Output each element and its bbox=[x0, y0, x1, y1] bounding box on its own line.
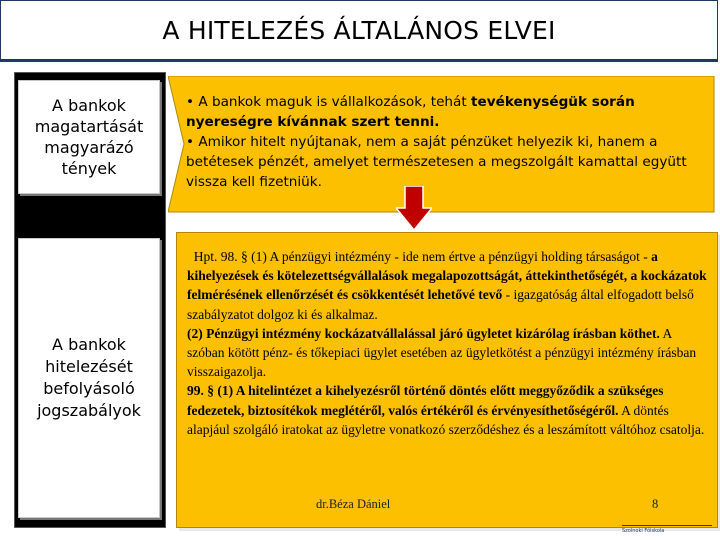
law-p2-a: (2) Pénzügyi intézmény kockázatvállalással járó ügyletet kizárólag írásban köthet. bbox=[187, 325, 660, 341]
footer-author: dr.Béza Dániel bbox=[316, 497, 391, 511]
sidebar-box-laws bbox=[18, 238, 160, 518]
facts-line2: • Amikor hitelt nyújtanak, nem a saját pénzüket helyezik ki, hanem a betétesek pénzét, amelyet természetesen a megszolgált kamattal együtt vissza kell fizetniük. bbox=[186, 134, 687, 190]
law-text bbox=[187, 247, 707, 439]
facts-text bbox=[186, 92, 706, 192]
law-box bbox=[176, 232, 718, 528]
sidebar-box-laws-label: A bankok hitelezését befolyásoló jogszabályok bbox=[37, 335, 141, 420]
facts-line1-bold: tevékenységük során nyereségre kívánnak szert tenni. bbox=[186, 94, 635, 130]
sidebar-box-facts bbox=[18, 80, 160, 194]
down-arrow-icon bbox=[396, 186, 432, 230]
footer-divider bbox=[622, 525, 712, 526]
law-p3-b: A döntés alapjául szolgáló iratokat az ügyletre vonatkozó szerződéshez és a leszámított váltóhoz csatolja. bbox=[187, 402, 705, 437]
law-p1-c: - igazgatóság által elfogadott belső szabályzatot dolgoz ki és alkalmaz. bbox=[187, 287, 694, 322]
facts-chevron bbox=[168, 76, 718, 216]
title-bar bbox=[0, 0, 718, 62]
law-p2-b: A szóban kötött pénz- és tőkepiaci ügylet esetében az ügyletkötést a pénzügyi intézmény írásban visszaigazolja. bbox=[187, 325, 697, 380]
law-p1-b: a kihelyezések és kötelezettségvállalások megalapozottságát, áttekinthetőségét, a kockázatok felmérésének ellenőrzését és csökkentését lehetővé tevő bbox=[187, 249, 707, 303]
facts-line1-prefix: • A bankok maguk is vállalkozások, tehát bbox=[186, 94, 472, 110]
footer-institution: Szolnoki Főiskola bbox=[622, 528, 665, 534]
sidebar-box-facts-label: A bankok magatartását magyarázó tények bbox=[34, 96, 144, 178]
law-p1-a: Hpt. 98. § (1) A pénzügyi intézmény - ide nem értve a pénzügyi holding társaságot - bbox=[193, 249, 652, 264]
slide-title: A HITELEZÉS ÁLTALÁNOS ELVEI bbox=[162, 15, 556, 45]
page-number: 8 bbox=[652, 497, 659, 511]
law-p3-a: 99. § (1) A hitelintézet a kihelyezésről történő döntés előtt meggyőződik a szükséges fedezetek, biztosítékok meglétéről, valós értékéről és érvényesíthetőségéről. bbox=[187, 383, 664, 418]
